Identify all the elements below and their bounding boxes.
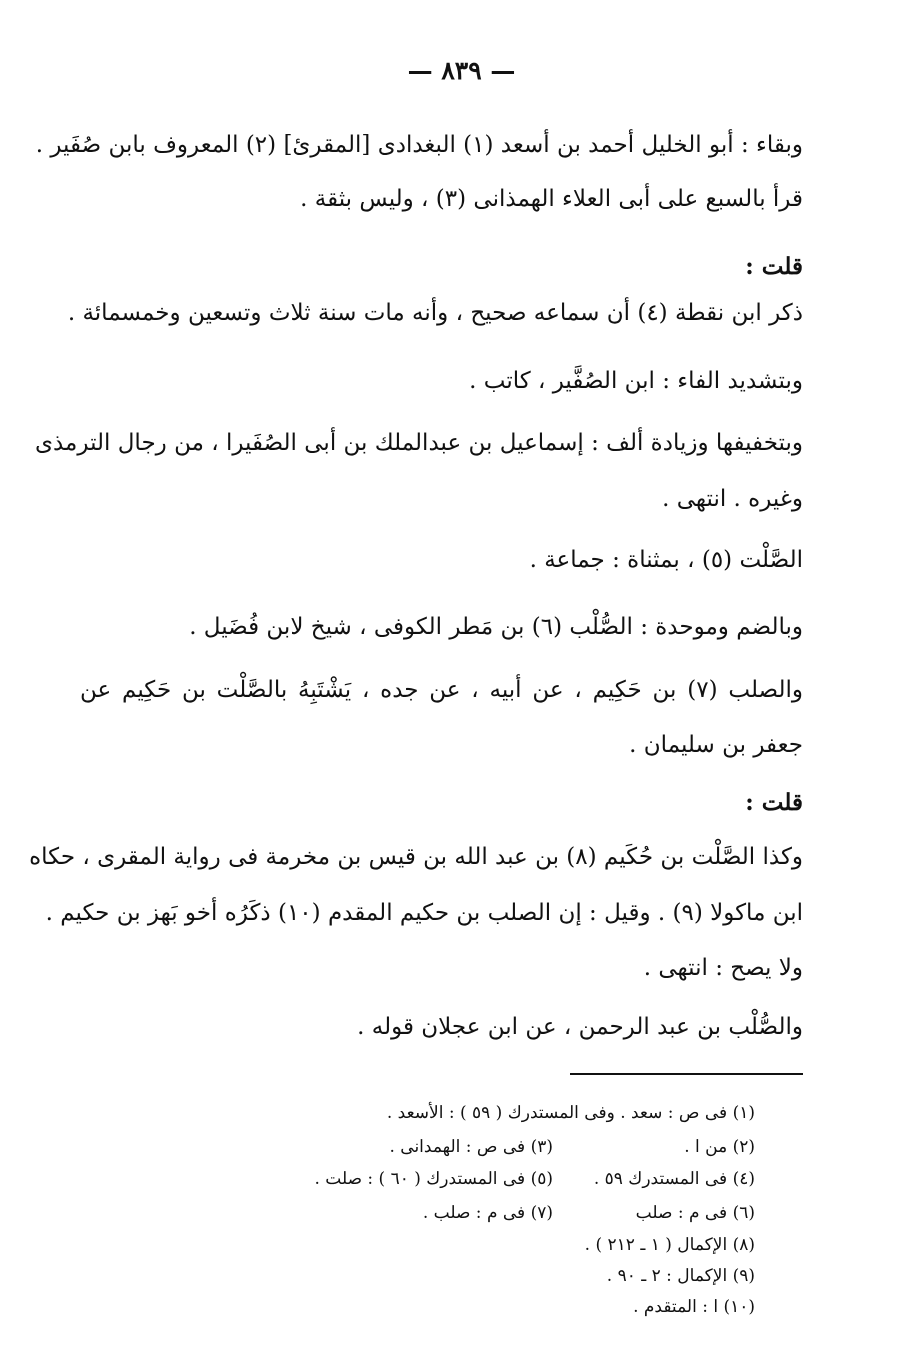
text-line-1: وبقاء : أبو الخليل أحمد بن أسعد (١) البغدادى [المقرئ] (٢) المعروف بابن صُفَير . — [35, 132, 803, 158]
text-line-14: ابن ماكولا (٩) . وقيل : إن الصلب بن حكيم المقدم (١٠) ذكَرُه أخو بَهز بن حكيم . — [45, 900, 803, 926]
text-line-15: ولا يصح : انتهى . — [643, 955, 803, 981]
footnote-5: (٥) فى المستدرك ( ٦٠ ) : صلت . — [314, 1169, 553, 1189]
text-line-13: وكذا الصَّلْت بن حُكَيم (٨) بن عبد الله بن قيس بن مخرمة فى رواية المقرى ، حكاه — [29, 844, 803, 870]
footnote-3: (٣) فى ص : الهمدانى . — [389, 1137, 553, 1157]
text-line-8: الصَّلْت (٥) ، بمثناة : جماعة . — [529, 547, 803, 573]
footnote-4: (٤) فى المستدرك ٥٩ . — [593, 1169, 755, 1189]
text-line-11: جعفر بن سليمان . — [629, 732, 803, 758]
text-line-7: وغيره . انتهى . — [662, 486, 803, 512]
footnote-divider — [570, 1073, 803, 1075]
footnote-10: (١٠) ا : المتقدم . — [633, 1297, 755, 1317]
text-line-5: وبتشديد الفاء : ابن الصُفَّير ، كاتب . — [469, 368, 803, 394]
text-line-9: وبالضم وموحدة : الصُّلْب (٦) بن مَطر الكوفى ، شيخ لابن فُضَيل . — [189, 614, 803, 640]
section-heading-qultu-1: قلت : — [745, 253, 803, 280]
text-line-10: والصلب (٧) بن حَكِيم ، عن أبيه ، عن جده ، يَشْتَبِهُ بالصَّلْت بن حَكِيم عن — [80, 677, 804, 703]
footnote-7: (٧) فى م : صلب . — [422, 1203, 553, 1223]
section-heading-qultu-2: قلت : — [745, 789, 803, 816]
text-line-6: وبتخفيفها وزيادة ألف : إسماعيل بن عبدالملك بن أبى الصُفَيرا ، من رجال الترمذى — [34, 430, 803, 456]
footnote-1: (١) فى ص : سعد . وفى المستدرك ( ٥٩ ) : الأسعد . — [386, 1103, 755, 1123]
text-line-2: قرأ بالسبع على أبى العلاء الهمذانى (٣) ، وليس بثقة . — [300, 186, 803, 212]
footnote-6: (٦) فى م : صلب — [635, 1203, 755, 1223]
footnote-8: (٨) الإكمال ( ١ ـ ٢١٢ ) . — [584, 1235, 755, 1255]
footnote-2: (٢) من ا . — [684, 1137, 755, 1157]
text-line-4: ذكر ابن نقطة (٤) أن سماعه صحيح ، وأنه مات سنة ثلاث وتسعين وخمسمائة . — [67, 300, 803, 326]
text-line-16: والصُّلْب بن عبد الرحمن ، عن ابن عجلان قوله . — [357, 1014, 803, 1040]
page-number: — ٨٣٩ — — [407, 56, 516, 85]
footnote-9: (٩) الإكمال : ٢ ـ ٩٠ . — [606, 1266, 755, 1286]
